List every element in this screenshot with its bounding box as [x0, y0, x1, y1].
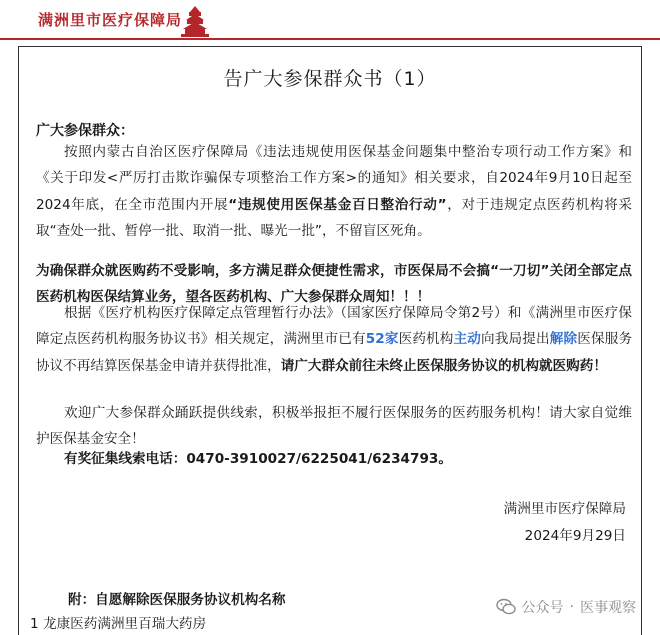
paragraph-2: 为确保群众就医购药不受影响，多方满足群众便捷性需求，市医保局不会搞“一刀切”关闭全部定点医药机构医保结算业务，望各医药机构、广大参保群众周知！！！ — [36, 263, 632, 306]
paragraph-4: 欢迎广大参保群众踊跃提供线索，积极举报拒不履行医保服务的医药服务机构！请大家自觉维护医保基金安全！ — [36, 405, 632, 448]
page-header — [0, 0, 660, 40]
document-title: 告广大参保群众书（1） — [223, 68, 437, 90]
list-item: 1 龙康医药满洲里百瑞大药房 — [30, 616, 207, 632]
watermark-dot: · — [569, 599, 574, 615]
active-keyword: 主动 — [453, 331, 482, 348]
wechat-watermark — [496, 597, 636, 617]
paragraph-3: 根据《医疗机构医疗保障定点管理暂行办法》（国家医疗保障局令第2号）和《满洲里市医疗保障定点医药机构服务协议书》相关规定，满洲里市已有52家医药机构主动向我局提出解除医保服务协议不再结算医保基金申请并获得批准，请广大群众前往未终止医保服务协议的机构就医购药！ — [36, 305, 633, 374]
release-keyword: 解除 — [549, 331, 578, 348]
greeting: 广大参保群众： — [36, 123, 134, 139]
paragraph-1: 按照内蒙古自治区医疗保障局《违法违规使用医保基金问题集中整治专项行动工作方案》和《关于印发<严厉打击欺诈骗保专项整治工作方案>的通知》相关要求，自2024年9月10日起至2024年底，在全市范围内开展“违规使用医保基金百日整治行动”，对于违规定点医药机构将采取“查处一批、暂停一批、取消一批、曝光一批”，不留盲区死角。 — [36, 144, 632, 239]
attachment-title: 附：自愿解除医保服务协议机构名称 — [68, 592, 286, 608]
hotline-numbers: 0470-3910027/6225041/6234793。 — [186, 451, 452, 467]
institution-count: 52家 — [365, 331, 399, 348]
watermark-account: 医事观察 — [580, 600, 636, 616]
signature-org: 满洲里市医疗保障局 — [503, 501, 626, 517]
wechat-icon — [496, 598, 516, 616]
header-divider — [0, 38, 660, 40]
org-name: 满洲里市医疗保障局 — [38, 11, 183, 29]
paragraph-5: 有奖征集线索电话：0470-3910027/6225041/6234793。 — [64, 451, 452, 467]
signature-date: 2024年9月29日 — [524, 528, 626, 544]
temple-of-heaven-icon — [178, 4, 212, 38]
watermark-label: 公众号 — [521, 600, 564, 616]
